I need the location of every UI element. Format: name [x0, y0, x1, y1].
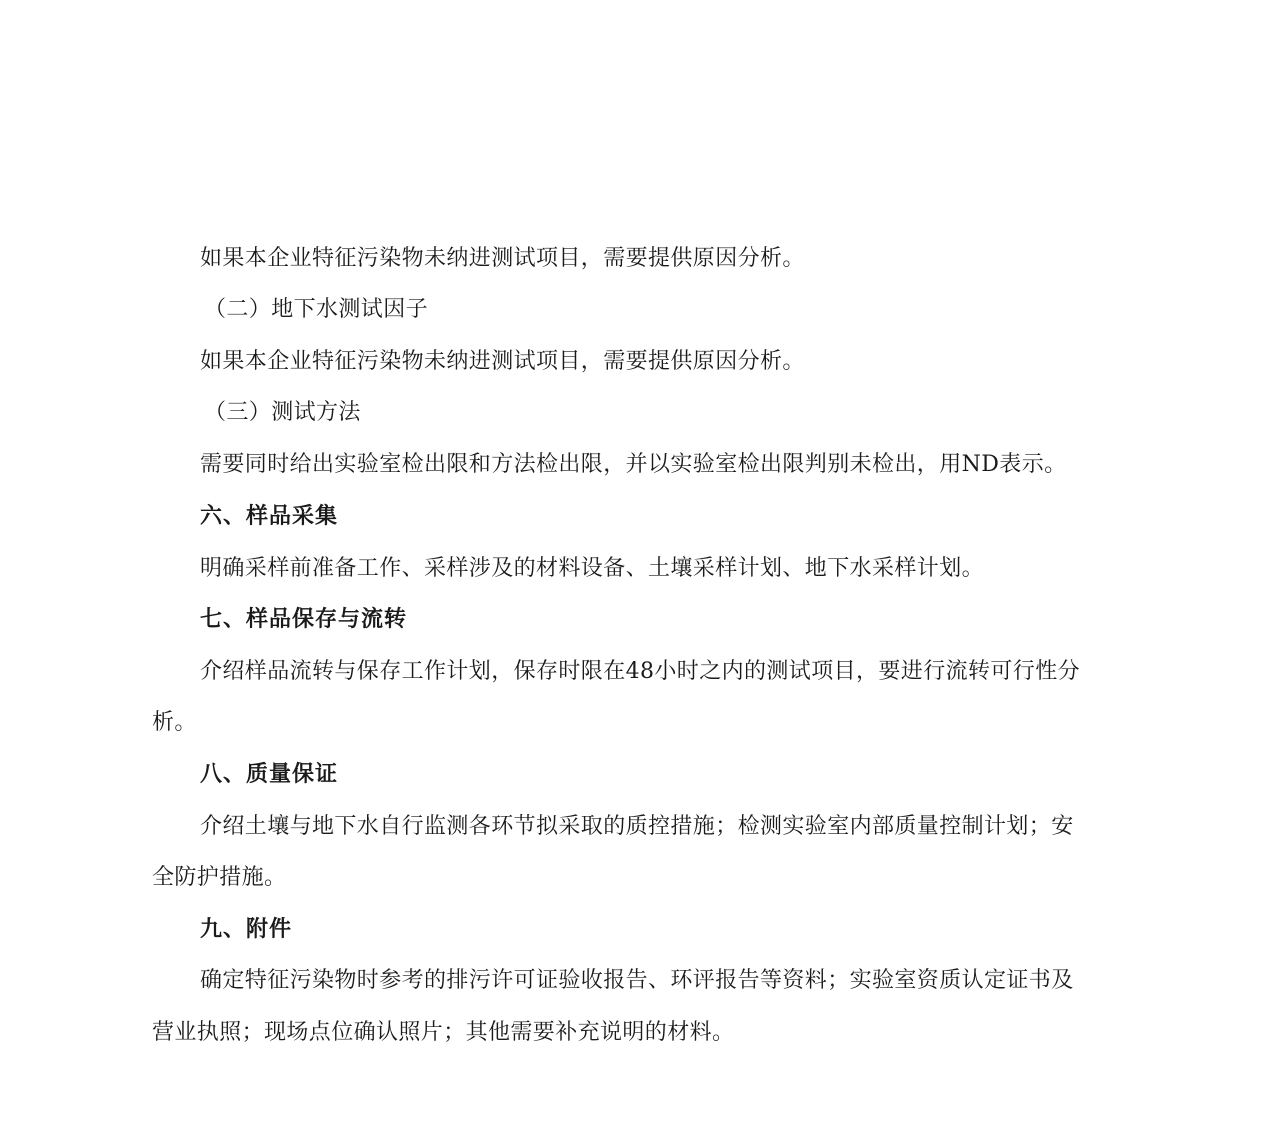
subheading-test-method: （三）测试方法 [204, 400, 361, 425]
paragraph-quality-line2: 全防护措施。 [152, 865, 287, 890]
heading-quality-assurance: 八、质量保证 [200, 762, 339, 787]
paragraph-attachments-line1: 确定特征污染物时参考的排污许可证验收报告、环评报告等资料；实验室资质认定证书及 [200, 968, 1074, 993]
paragraph-quality-line1: 介绍土壤与地下水自行监测各环节拟采取的质控措施；检测实验室内部质量控制计划；安 [200, 814, 1074, 839]
heading-sample-collection: 六、样品采集 [200, 504, 339, 529]
paragraph-soil-note: 如果本企业特征污染物未纳进测试项目，需要提供原因分析。 [200, 246, 805, 271]
subheading-groundwater-factors: （二）地下水测试因子 [204, 297, 429, 322]
paragraph-groundwater-note: 如果本企业特征污染物未纳进测试项目，需要提供原因分析。 [200, 349, 805, 374]
paragraph-sample-storage-line1: 介绍样品流转与保存工作计划，保存时限在48小时之内的测试项目，要进行流转可行性分 [200, 659, 1080, 684]
paragraph-attachments-line2: 营业执照；现场点位确认照片；其他需要补充说明的材料。 [152, 1020, 735, 1045]
paragraph-test-method: 需要同时给出实验室检出限和方法检出限，并以实验室检出限判别未检出，用ND表示。 [200, 452, 1067, 477]
paragraph-sample-collection: 明确采样前准备工作、采样涉及的材料设备、土壤采样计划、地下水采样计划。 [200, 556, 985, 581]
heading-sample-storage: 七、样品保存与流转 [200, 607, 408, 632]
heading-attachments: 九、附件 [200, 917, 293, 942]
paragraph-sample-storage-line2: 析。 [152, 710, 197, 735]
